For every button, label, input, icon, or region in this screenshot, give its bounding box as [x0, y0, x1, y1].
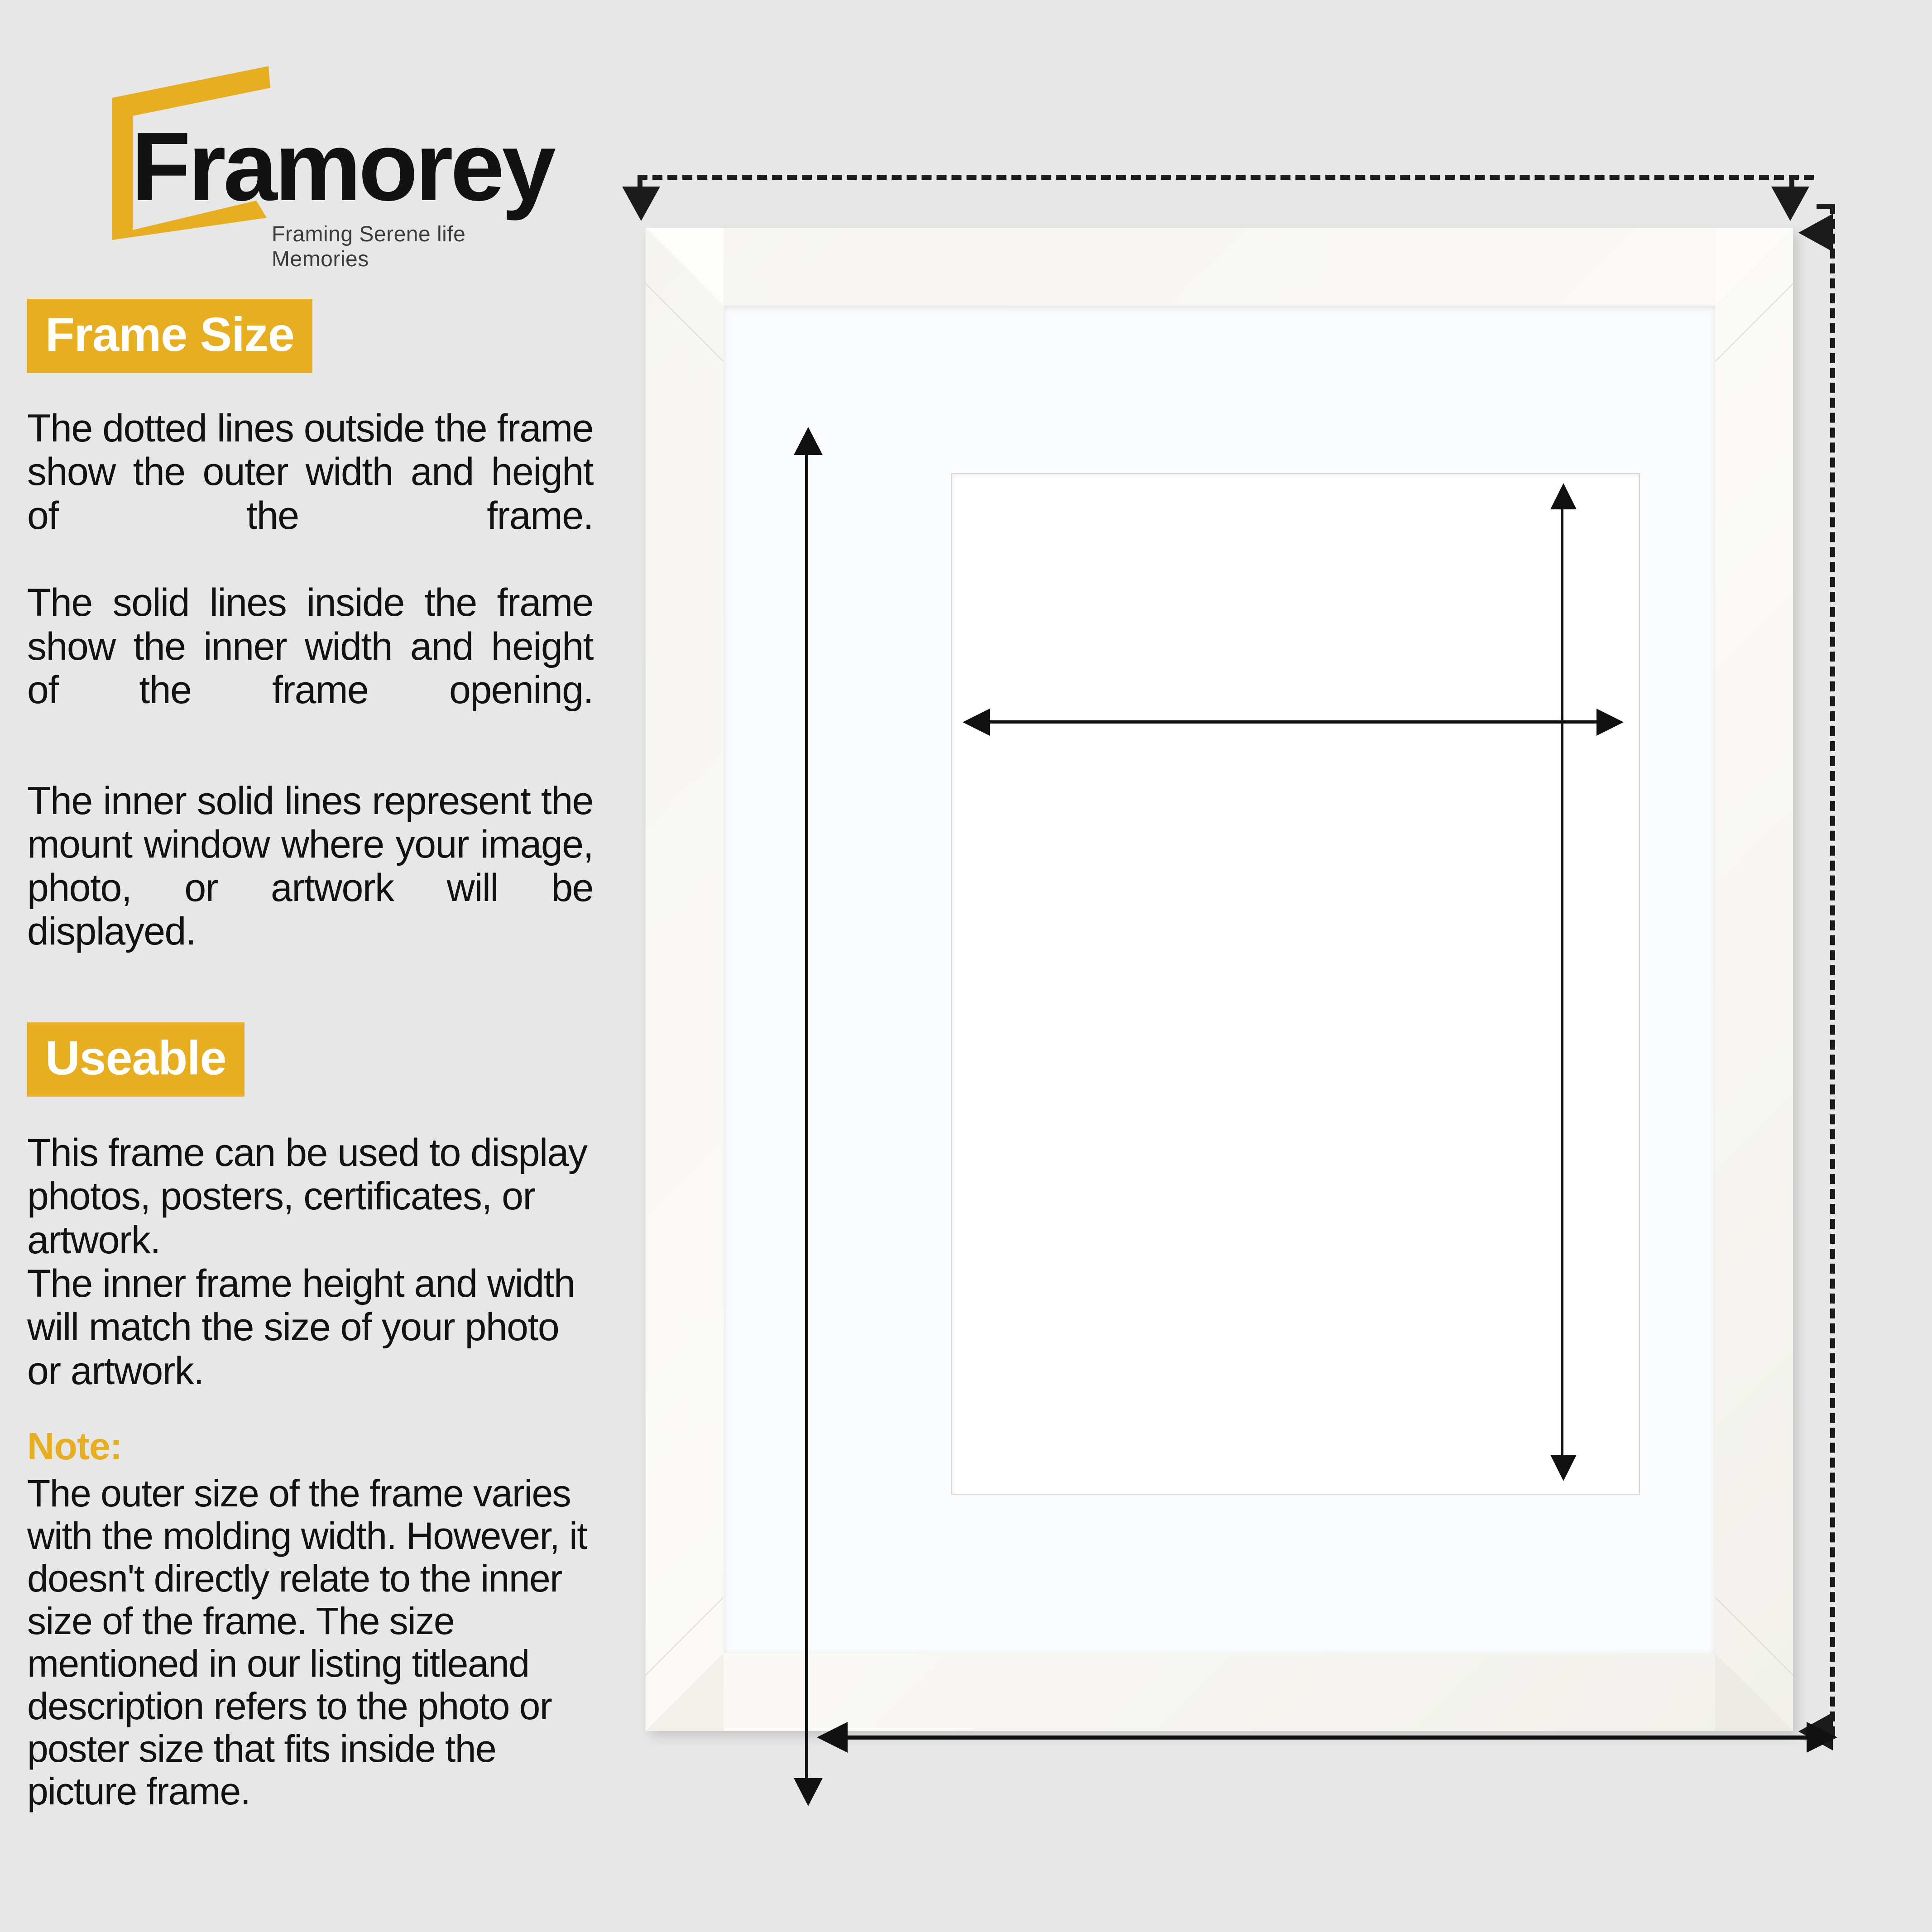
note-label: Note: — [27, 1424, 122, 1467]
inner-width-dimension-line — [846, 1735, 1810, 1740]
brand-logo — [45, 50, 553, 271]
outer-width-guide-dashed-line — [638, 175, 1814, 180]
section-note — [27, 1424, 625, 1813]
info-column — [27, 299, 625, 1813]
frame-diagram — [616, 158, 1884, 1770]
mat-board — [724, 306, 1715, 1653]
section-frame-size — [27, 299, 625, 997]
outer-height-top-arrow-icon — [1798, 214, 1833, 252]
badge-frame-size: Frame Size — [27, 299, 312, 373]
badge-useable: Useable — [27, 1022, 244, 1097]
mount-height-up-arrow-icon — [1550, 483, 1577, 509]
outer-width-left-arrow-icon — [622, 187, 660, 221]
mount-width-right-arrow-icon — [1596, 709, 1624, 736]
section-useable — [27, 1022, 625, 1393]
frame-size-paragraph-3: The inner solid lines represent the mount window where your image, photo, or artwork will be displayed. — [27, 779, 593, 954]
frame-bevel-bottom-left — [646, 1653, 724, 1731]
inner-height-up-arrow-icon — [794, 427, 823, 455]
inner-height-dimension-line — [805, 451, 808, 1783]
inner-height-down-arrow-icon — [794, 1778, 823, 1806]
mount-height-down-arrow-icon — [1550, 1455, 1577, 1481]
frame-size-paragraph-2: The solid lines inside the frame show the inner width and height of the frame opening. — [27, 581, 593, 712]
useable-paragraph-2: The inner frame height and width will match the size of your photo or artwork. — [27, 1262, 575, 1393]
frame-bevel-top-left — [646, 228, 724, 306]
brand-wordmark: Framorey — [131, 112, 553, 221]
mount-width-left-arrow-icon — [963, 709, 990, 736]
frame-size-paragraph-1: The dotted lines outside the frame show the outer width and height of the frame. — [27, 407, 593, 537]
inner-width-left-arrow-icon — [817, 1722, 848, 1753]
mount-width-dimension-line — [988, 720, 1600, 724]
useable-paragraph-1: This frame can be used to display photos, posters, certificates, or artwork. — [27, 1131, 587, 1262]
note-body: The outer size of the frame varies with the molding width. However, it doesn't directly relate to the inner size of the frame. The size mentioned in our listing titleand description refers to the photo or poster size that fits inside the picture frame. — [27, 1472, 587, 1813]
mount-window — [951, 473, 1640, 1495]
picture-frame-moulding — [646, 228, 1793, 1731]
outer-height-guide-dashed-line — [1830, 204, 1835, 1736]
inner-width-right-arrow-icon — [1807, 1722, 1837, 1753]
outer-height-guide-top-tick — [1817, 204, 1835, 209]
frame-bevel-bottom-right — [1715, 1653, 1793, 1731]
mount-height-dimension-line — [1561, 507, 1563, 1458]
brand-tagline: Framing Serene life Memories — [272, 222, 466, 271]
